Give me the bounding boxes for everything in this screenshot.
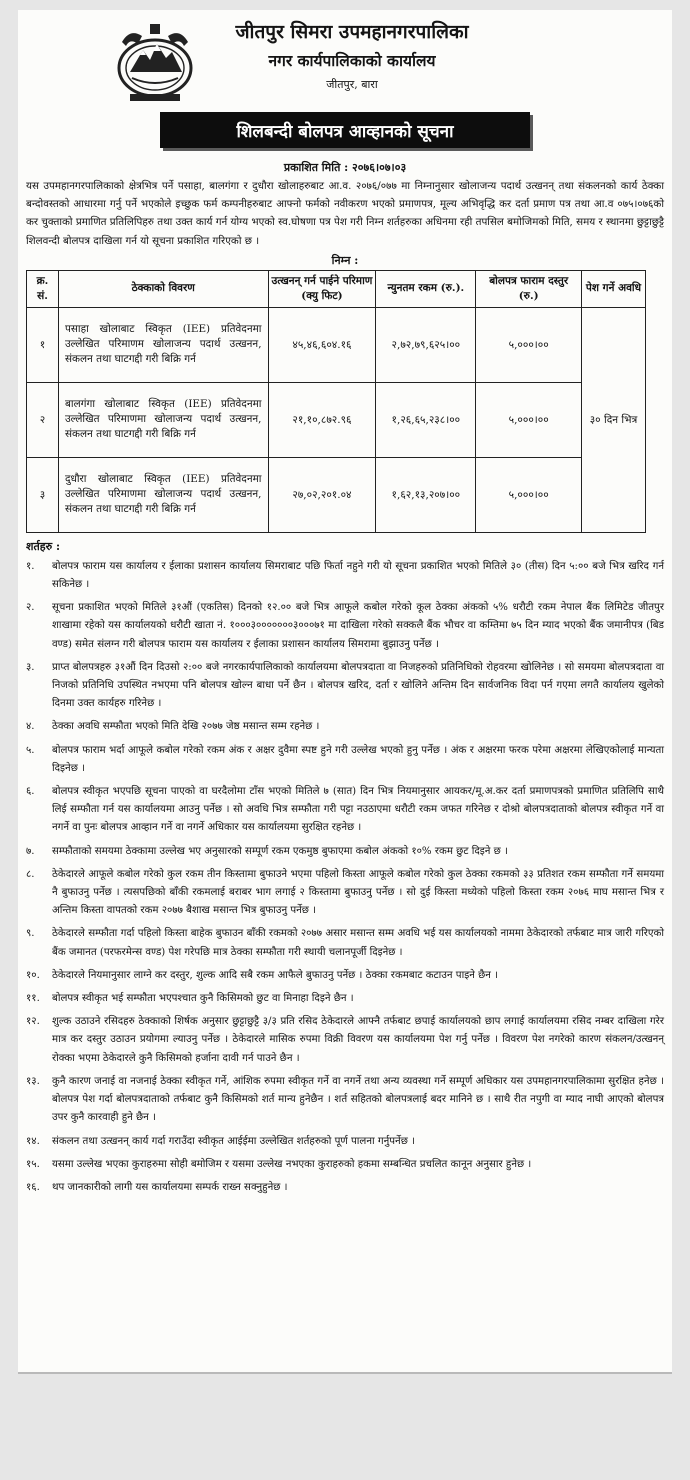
cell-sn: १	[27, 307, 59, 382]
col-header-submission-period: पेश गर्ने अवधि	[582, 270, 646, 307]
condition-item	[26, 967, 664, 985]
col-header-description: ठेक्काको विवरण	[58, 270, 268, 307]
condition-number: ११.	[26, 993, 40, 1005]
conditions-heading: शर्तहरु :	[26, 539, 61, 553]
condition-text: कुनै कारण जनाई वा नजनाई ठेक्का स्वीकृत गर्ने, आंशिक रुपमा स्वीकृत गर्ने वा नगर्ने तथा अन्य व्यवस्था गर्ने सम्पूर्ण अधिकार यस उपमहानगरपालिकामा सुरक्षित हनेछ । बोलपत्र पेश गर्दा बोलपत्रदाताको तर्फबाट कुनै किसिमको शर्त मान्य हुनेछैन । शर्त सहितको बोलपत्रलाई बदर मानिने छ । साथै रीत नपुगी वा म्याद नाघी आएको बोलपत्र उपर कुनै कारवाही हुने छैन ।	[52, 1075, 664, 1124]
table-header-row	[27, 270, 646, 307]
cell-minimum-amount: १,२६,६५,२३८।००	[376, 382, 476, 457]
condition-item	[26, 1133, 664, 1151]
government-emblem-icon	[110, 22, 200, 104]
cell-submission-period: ३० दिन भित्र	[582, 307, 646, 532]
condition-item	[26, 783, 664, 838]
condition-item	[26, 866, 664, 921]
condition-text: थप जानकारीको लागी यस कार्यालयमा सम्पर्क राख्न सक्नुहुनेछ ।	[52, 1181, 288, 1193]
cell-sn: २	[27, 382, 59, 457]
cell-description: दुधौरा खोलाबाट स्विकृत (IEE) प्रतिवेदनमा उल्लेखित परिमाणमा खोलाजन्य पदार्थ उत्खनन, संकलन तथा घाटगद्दी गरी बिक्रि गर्न	[58, 457, 268, 532]
cell-form-fee: ५,०००।००	[476, 307, 582, 382]
cell-quantity: २१,१०,८७२.९६	[268, 382, 376, 457]
notice-document	[18, 10, 672, 1372]
condition-item	[26, 599, 664, 654]
condition-item	[26, 843, 664, 861]
condition-number: १२.	[26, 1016, 40, 1028]
condition-text: ठेकेदारले आफूले कबोल गरेको कुल रकम तीन किस्तामा बुफाउने भएमा पहिलो किस्ता आफूले कबोल गरेको कुल ठेक्का रकमको ३३ प्रतिशत रकम सम्फौता गर्ने समयमा नै बुफाउनु पर्नेछ । त्यसपछिको बाँकी रकमलाई बराबर भाग लगाई २ किस्तामा बुफाउनु पर्नेछ । सो दुई किस्ता मध्येको पहिलो किस्ता रकम २०७६ माघ मसान्त भित्र र अन्तिम किस्ता वापतको रकम २०७७ बैशाख मसान्त भित्र बुफाउनु पर्नेछ ।	[52, 868, 664, 917]
condition-text: ठेकेदारले सम्फौता गर्दा पहिलो किस्ता बाहेक बुफाउन बाँकी रकमको २०७७ असार मसान्त सम्म अवधि भई यस कार्यालयको नाममा ठेकेदारको तर्फबाट मात्र जारी गरिएको बैंक जमानत (परफरमेन्स वण्ड) पेश गरेपछि मात्र ठेक्का सम्फौता गरी स्थायी चलानपूर्जी दिइनेछ ।	[52, 928, 664, 958]
condition-number: ७.	[26, 845, 35, 857]
condition-item	[26, 1156, 664, 1174]
cell-minimum-amount: १,६२,१३,२०७।००	[376, 457, 476, 532]
organization-name: जीतपुर सिमरा उपमहानगरपालिका	[235, 21, 469, 43]
cell-quantity: ४५,४६,६०४.१६	[268, 307, 376, 382]
condition-number: ८.	[26, 868, 35, 880]
col-header-form-fee: बोलपत्र फाराम दस्तुर (रु.)	[476, 270, 582, 307]
condition-number: १६.	[26, 1181, 40, 1193]
table-row	[27, 382, 646, 457]
notice-title-banner	[160, 112, 530, 148]
condition-item	[26, 1013, 664, 1068]
condition-item	[26, 990, 664, 1008]
condition-text: ठेकेदारले नियमानुसार लाग्ने कर दस्तुर, शुल्क आदि सबै रकम आफैले बुफाउनु पर्नेछ । ठेक्का रकमबाट कटाउन पाइने छैन ।	[52, 969, 498, 981]
condition-text: प्राप्त बोलपत्रहरु ३१औं दिन दिउसो २:०० बजे नगरकार्यपालिकाको कार्यालयमा बोलपत्रदाता वा निजहरुको प्रतिनिधिको रोहवरमा खोलिनेछ । सो समयमा बोलपत्रदाता वा निजको प्रतिनिधि उपस्थित नभएमा पनि बोलपत्र खोल्न बाधा पर्ने छैन । बोलपत्र खरिद, दर्ता र खोलिने अन्तिम दिन सार्वजनिक विदा पर्न गएमा लगतै कार्यालय खुलेको दिनमा उक्त कार्यहरु गरिनेछ ।	[52, 661, 664, 710]
office-name: नगर कार्यपालिकाको कार्यालय	[268, 51, 436, 70]
cell-minimum-amount: २,७२,७९,६२५।००	[376, 307, 476, 382]
publish-date: प्रकाशित मिति : २०७६।०७।०३	[283, 161, 407, 174]
notice-title: शिलबन्दी बोलपत्र आव्हानको सूचना	[236, 121, 454, 142]
condition-number: १३.	[26, 1075, 40, 1087]
intro-paragraph: यस उपमहानगरपालिकाको क्षेत्रभित्र पर्ने पसाहा, बालगंगा र दुधौरा खोलाहरुबाट आ.व. २०७६/०७७ मा निम्नानुसार खोलाजन्य पदार्थ उत्खनन् तथा संकलनको कार्य ठेक्का बन्दोवस्तको आधारमा गर्नु पर्ने भएकोले इच्छुक फर्म कम्पनीहरुबाट आफ्नो फर्मको नवीकरण भएको प्रमाणपत्र, मूल्य अभिवृद्धि कर दर्ता प्रमाण पत्र तथा आ.व ०७५।०७६को कर चुक्ताको प्रमाणित प्रतिलिपिहरु तथा उक्त कार्य गर्न योग्य भएको स्व.घोषणा पत्र पेश गरी निम्न शर्तहरुका अधिनमा रही तपसिल बमोजिमको मिति, समय र स्थानमा छुट्टाछुट्टै शिलवन्दी बोलपत्र दाखिला गर्न यो सूचना प्रकाशित गरिएको छ ।	[26, 180, 664, 247]
office-location: जीतपुर, बारा	[326, 78, 378, 91]
condition-number: १५.	[26, 1158, 40, 1170]
letterhead	[26, 16, 664, 110]
condition-text: बोलपत्र फाराम भर्दा आफूले कबोल गरेको रकम अंक र अक्षर दुवैमा स्पष्ट हुने गरी उल्लेख भएको हुनु पर्नेछ । अंक र अक्षरमा फरक परेमा अक्षरमा लेखिएकोलाई मान्यता दिइनेछ ।	[52, 744, 664, 774]
contract-table	[26, 270, 646, 533]
condition-text: सूचना प्रकाशित भएको मितिले ३१औं (एकतिस) दिनको १२.०० बजे भित्र आफूले कबोल गरेको कूल ठेक्का अंकको ५% धरौटी रकम नेपाल बैंक लिमिटेड जीतपुर शाखामा रहेको यस कार्यालयको धरौटी खाता नं. १०००३०००००००३०००७१ मा दाखिला गरेको सक्कलै बैंक भौचर वा कम्तिमा ७५ दिन म्याद भएको बैंक जमानीपत्र (बिड वण्ड) समेत संलग्न गरी बोलपत्र फाराम यस कार्यालय र ईलाका प्रशासन कार्यालय सिमरामा बुझाउनु पर्नेछ ।	[52, 602, 664, 650]
condition-number: ६.	[26, 786, 35, 798]
condition-item	[26, 742, 664, 778]
cell-description: पसाहा खोलाबाट स्विकृत (IEE) प्रतिवेदनमा उल्लेखित परिमाणम खोलाजन्य पदार्थ उत्खनन, संकलन तथा घाटगद्दी गरी बिक्रि गर्न	[58, 307, 268, 382]
condition-item	[26, 659, 664, 714]
condition-number: १.	[26, 560, 35, 572]
condition-text: सम्फौताको समयमा ठेक्कामा उल्लेख भए अनुसारको सम्पूर्ण रकम एकमुष्ठ बुफाएमा कबोल अंकको १०% रकम छुट दिइने छ ।	[52, 845, 508, 857]
condition-item	[26, 925, 664, 961]
condition-number: ३.	[26, 661, 35, 673]
condition-number: ४.	[26, 721, 35, 733]
condition-item	[26, 1179, 664, 1197]
condition-text: ठेक्का अवधि सम्फौता भएको मिति देखि २०७७ जेष्ठ मसान्त सम्म रहनेछ ।	[52, 721, 320, 733]
table-caption: निम्न :	[331, 253, 359, 267]
cell-quantity: २७,०२,२०१.०४	[268, 457, 376, 532]
cell-form-fee: ५,०००।००	[476, 457, 582, 532]
condition-item	[26, 718, 664, 736]
condition-item	[26, 558, 664, 594]
cell-sn: ३	[27, 457, 59, 532]
page-bottom-divider	[18, 1372, 672, 1374]
col-header-minimum-amount: न्युनतम रकम (रु.).	[376, 270, 476, 307]
condition-number: ९.	[26, 928, 35, 940]
condition-text: संकलन तथा उत्खनन् कार्य गर्दा गराउँदा स्वीकृत आईईमा उल्लेखित शर्तहरुको पूर्ण पालना गर्नुपर्नेछ ।	[52, 1135, 415, 1147]
condition-text: शुल्क उठाउने रसिदहरु ठेक्काको शिर्षक अनुसार छुट्टाछुट्टै ३/३ प्रति रसिद ठेकेदारले आफ्नै तर्फबाट छपाई कार्यालयको छाप लगाई कार्यालयमा रसिद नम्बर दाखिला गरेर मात्र कर दस्तुर उठाउन प्रयोगमा ल्याउनु पर्नेछ । ठेकेदारले मासिक रुपमा विक्री विवरण यस कार्यालयमा पेश गर्नु पर्नेछ । विवरण पेश नगरेको कारण संकलन/उत्खनन् रोक्का भएमा ठेकेदारले कुनै किसिमको हर्जाना दावी गर्न पाउने छैन ।	[52, 1016, 664, 1064]
col-header-quantity: उत्खनन् गर्न पाईने परिमाण (क्यु फिट)	[268, 270, 376, 307]
table-row	[27, 457, 646, 532]
letterhead-text	[212, 16, 492, 96]
condition-text: बोलपत्र फाराम यस कार्यालय र ईलाका प्रशासन कार्यालय सिमराबाट पछि फिर्ता नहुने गरी यो सूचना प्रकाशित भएको मितिले ३० (तीस) दिन ५:०० बजे भित्र खरिद गर्न सकिनेछ ।	[52, 560, 664, 591]
condition-text: बोलपत्र स्वीकृत भई सम्फौता भएपश्चात कुनै किसिमको छुट वा मिनाहा दिइने छैन ।	[52, 993, 354, 1005]
condition-number: ५.	[26, 744, 35, 756]
condition-text: बोलपत्र स्वीकृत भएपछि सूचना पाएको वा घरदैलोमा टाँस भएको मितिले ७ (सात) दिन भित्र नियमानुसार आयकर/मू.अ.कर दर्ता प्रमाणपत्रको प्रमाणित प्रतिलिपि साथै लिई सम्फौता गर्न यस कार्यालयमा आउनु पर्नेछ । सो अवधि भित्र सम्फौता गरी पट्टा नउठाएमा धरौटी रकम जफत गरिनेछ र दोश्रो बोलपत्रदाताको बोलपत्र स्वीकृत गर्ने वा नगर्ने वा पुनः बोलपत्र आव्हान गर्ने वा नगर्ने अधिकार यस कार्यालयमा सुरक्षित रहनेछ ।	[52, 786, 664, 834]
col-header-sn: क्र. सं.	[27, 270, 59, 307]
condition-number: २.	[26, 602, 35, 614]
condition-number: १०.	[26, 969, 40, 981]
table-row	[27, 307, 646, 382]
condition-text: यसमा उल्लेख भएका कुराहरुमा सोही बमोजिम र यसमा उल्लेख नभएका कुराहरुको हकमा सम्बन्धित प्रचलित कानून अनुसार हुनेछ ।	[52, 1158, 532, 1170]
cell-form-fee: ५,०००।००	[476, 382, 582, 457]
conditions-list	[26, 558, 664, 1197]
condition-item	[26, 1073, 664, 1128]
condition-number: १४.	[26, 1135, 40, 1147]
cell-description: बालगंगा खोलाबाट स्विकृत (IEE) प्रतिवेदनमा उल्लेखित परिमाणमा खोलाजन्य पदार्थ उत्खनन, संकलन तथा घाटगद्दी गरी बिक्रि गर्न	[58, 382, 268, 457]
